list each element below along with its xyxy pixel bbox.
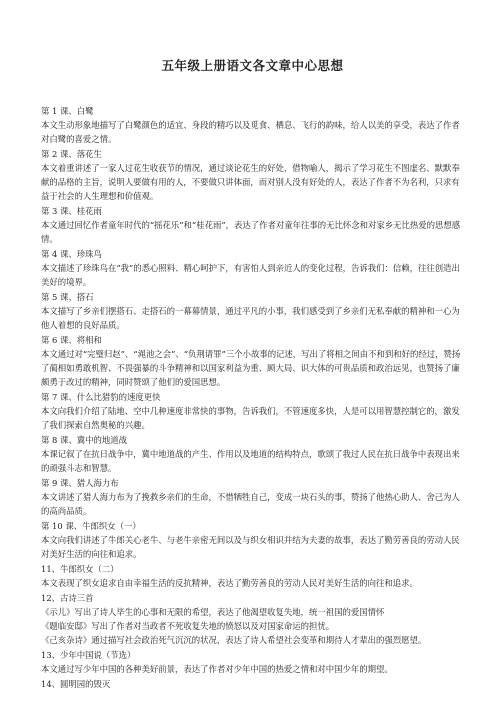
lesson-entry (41, 591, 464, 647)
lesson-entry (41, 247, 464, 289)
lesson-heading: 第 3 课、桂花雨 (41, 206, 102, 216)
lesson-entry (41, 147, 464, 203)
lesson-summary: 本文通过对“完璧归赵”、“渑池之会”、“负荆请罪”三个小故事的记述，写出了将相之间由不和到和好的经过，赞扬了蔺相如勇敢机智、不畏强暴的斗争精神和以国家利益为重、顾大局、识大体的可贵品质和政治远见，也赞扬了廉颇勇于改过的精神，同时赞颂了他们的爱国思想。 (41, 349, 461, 387)
lesson-summary: 本文生动形象地描写了白鹭颜色的适宜、身段的精巧以及觅食、栖息、飞行的韵味，给人以美的享受，表达了作者对白鹭的喜爱之情。 (41, 120, 460, 144)
lesson-entry (41, 519, 464, 561)
lesson-heading: 第 4 课、珍珠鸟 (41, 249, 102, 259)
lesson-entry (41, 476, 464, 518)
lesson-summary: 本文向我们讲述了牛郎关心老牛、与老牛亲密无间以及与织女相识并结为夫妻的故事，表达了勤劳善良的劳动人民对美好生活的向往和追求。 (41, 535, 460, 559)
lesson-heading: 第 6 课、将相和 (41, 335, 102, 345)
lesson-heading: 11、牛郎织女（二） (41, 564, 119, 574)
lesson-heading: 第 10 课、牛郎织女（一） (41, 521, 141, 531)
lesson-entry (41, 648, 464, 676)
lesson-summary: 本文表现了织女追求自由幸福生活的反抗精神，表达了勤劳善良的劳动人民对美好生活的向往和追求。 (41, 578, 418, 588)
document-body (41, 104, 464, 691)
lesson-heading: 12、古诗三首 (41, 593, 94, 603)
lesson-entry (41, 104, 464, 146)
lesson-heading: 第 9 课、猎人海力布 (41, 478, 119, 488)
lesson-heading: 第 7 课、什么比猎豹的速度更快 (41, 392, 161, 402)
lesson-summary: 本文描写了乡亲们摆搭石、走搭石的一幕幕情景，通过平凡的小事，我们感受到了乡亲们无私奉献的精神和一心为他人着想的良好品质。 (41, 306, 460, 330)
lesson-heading: 第 5 课、搭石 (41, 292, 94, 302)
lesson-summary: 《示儿》写出了诗人毕生的心事和无限的希望，表达了他渴望收复失地，统一祖国的爱国情怀 (41, 607, 385, 617)
lesson-entry (41, 677, 464, 691)
lesson-summary: 本文讲述了猎人海力布为了挽救乡亲们的生命，不惜牺牲自己，变成一块石头的事，赞扬了他热心助人、舍己为人的高尚品质。 (41, 492, 460, 516)
lesson-heading: 第 1 课、白鹭 (41, 106, 94, 116)
lesson-summary: 本课记叙了在抗日战争中，冀中地道战的产生、作用以及地道的结构特点，歌颂了我过人民在抗日战争中表现出来的顽强斗志和智慧。 (41, 449, 460, 473)
lesson-entry (41, 433, 464, 475)
lesson-summary: 《己亥杂诗》通过描写社会政治死气沉沉的状况，表达了诗人希望社会变革和期待人才辈出的强烈愿望。 (41, 635, 427, 645)
document-title: 五年级上册语文各文章中心思想 (161, 58, 344, 73)
lesson-heading: 第 2 课、落花生 (41, 149, 102, 159)
lesson-summary: 本文通过回忆作者童年时代的“摇花乐”和“桂花雨”，表达了作者对童年往事的无比怀念和对家乡无比热爱的思想感情。 (41, 220, 461, 244)
lesson-entry (41, 390, 464, 432)
lesson-summary: 《题临安邸》写出了作者对当政者不死收复失地的愤怒以及对国家命运的担忧。 (41, 621, 335, 631)
lesson-summary: 本文着重讲述了一家人过花生收获节的情况，通过谈论花生的好处，借物喻人，揭示了学习花生不图虚名、默默奉献的品格的主旨，说明人要做有用的人，不要做只讲体面，而对别人没有好处的人，表达了作者不为名利，只求有益于社会的人生理想和价值观。 (41, 163, 460, 201)
lesson-summary: 本文向我们介绍了陆地、空中几种速度非常快的事物，告诉我们，不管速度多快，人是可以用智慧控制它的，激发了我们探索自然奥秘的兴趣。 (41, 406, 460, 430)
lesson-heading: 第 8 课、冀中的地道战 (41, 435, 128, 445)
lesson-entry (41, 290, 464, 332)
lesson-heading: 14、圆明园的毁灭 (41, 679, 111, 689)
lesson-entry (41, 333, 464, 389)
lesson-entry (41, 204, 464, 246)
lesson-summary: 本文描述了珍珠鸟在“我”的悉心照料、精心呵护下，有害怕人到亲近人的变化过程，告诉我们：信赖，往往创造出美好的境界。 (41, 263, 460, 287)
lesson-entry (41, 562, 464, 590)
lesson-heading: 13、少年中国说（节选） (41, 650, 136, 660)
lesson-summary: 本文通过写少年中国的各种美好前景，表达了作者对少年中国的热爱之情和对中国少年的期望。 (41, 664, 393, 674)
